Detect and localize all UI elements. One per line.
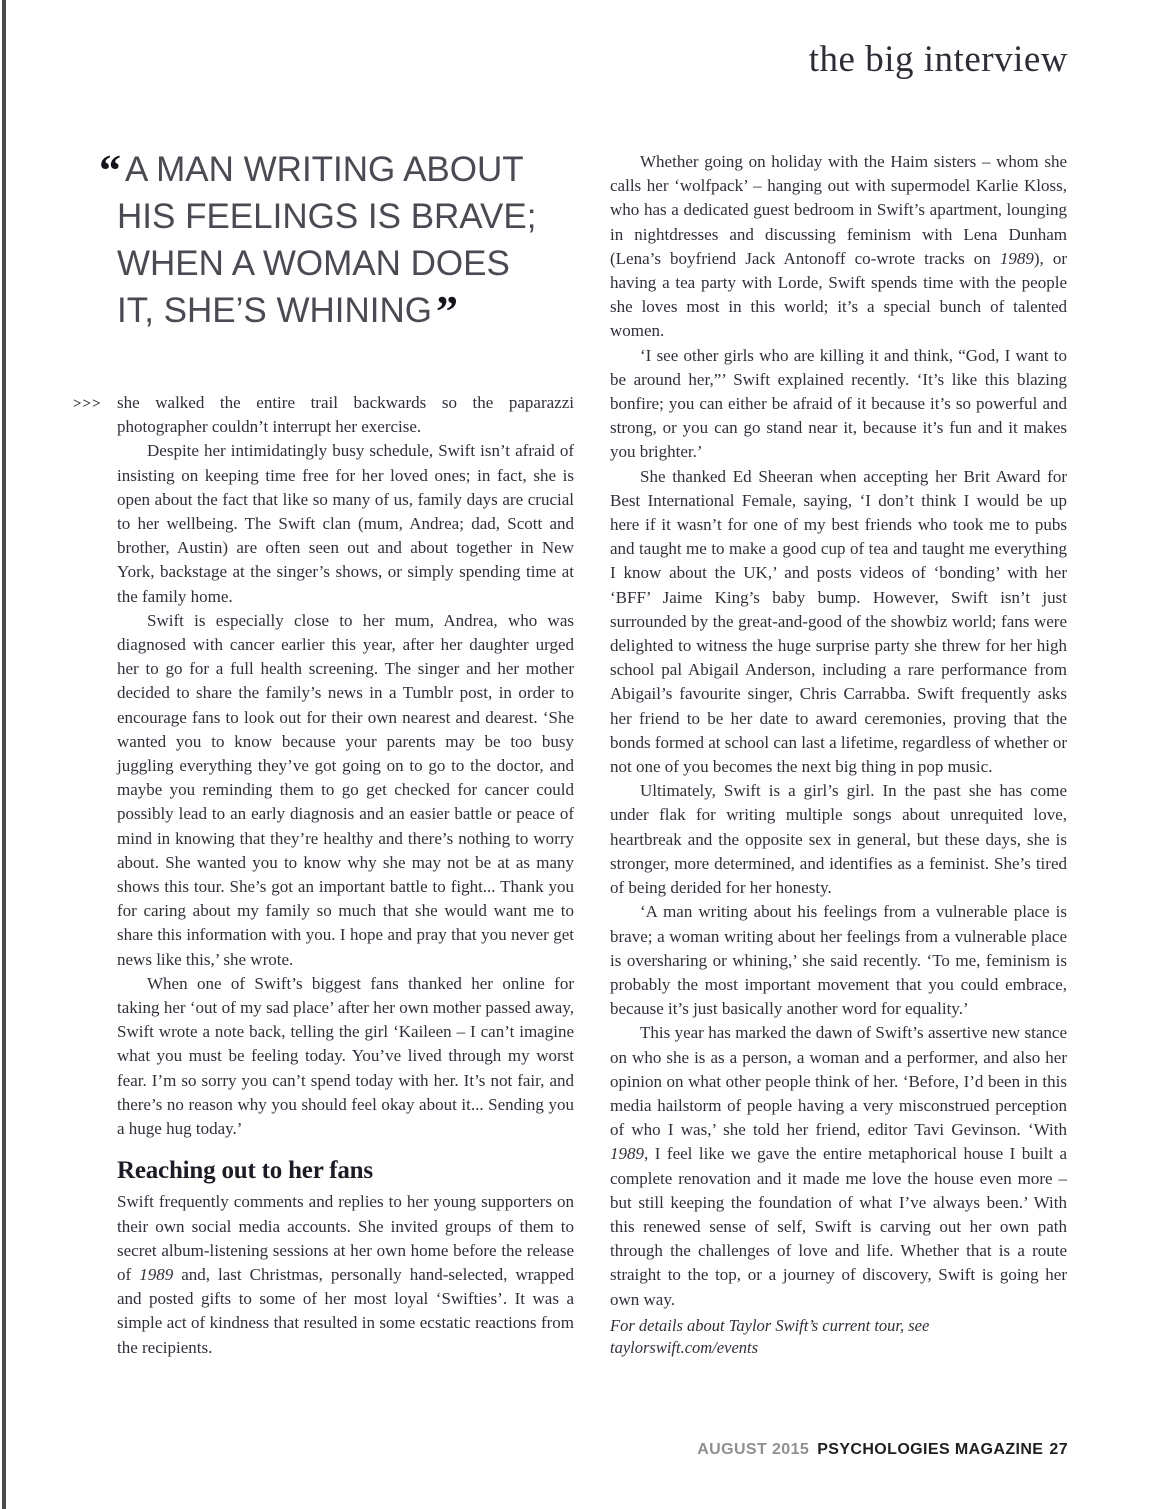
body-paragraph: She thanked Ed Sheeran when accepting her Brit Award for Best International Female, saying, ‘I don’t think I would be up here if it wasn’t for one of my best friends who took me to pubs and taught me to make a good cup of tea and taught me everything I know about the UK,’ and posts videos of ‘bonding’ with her ‘BFF’ Jaime King’s baby bump. However, Swift isn’t just surrounded by the great-and-good of the showbiz world; fans were delighted to witness the huge surprise party she threw for her high school pal Abigail Anderson, including a rare performance from Abigail’s favourite singer, Chris Carrabba. Swift frequently asks her friend to be her date to award ceremonies, proving that the bonds formed at school can last a lifetime, regardless of whether or not one of you becomes the next big thing in pop music. <box>610 466 1067 777</box>
subheading: Reaching out to her fans <box>117 1157 373 1185</box>
pull-quote-line: IT, SHE’S WHINING” <box>117 287 459 336</box>
body-paragraph: Swift is especially close to her mum, Andrea, who was diagnosed with cancer earlier this year, after her daughter urged her to go for a full health screening. The singer and her mother decided to share the family’s news in a Tumblr post, in order to encourage fans to look out for their own nearest and dearest. ‘She wanted you to know because your parents may be too busy juggling everything they’ve got going on to go to the doctor, and maybe you reminding them to go get checked for cancer could possibly lead to an early diagnosis and an easier battle or peace of mind in knowing that they’re healthy and there’s nothing to worry about. She wanted you to know why she may not be at as many shows this tour. She’s got an important battle to fight... Thank you for caring about my family so much that she would want me to share this information with you. I hope and pray that you never get news like this,’ she wrote. <box>117 610 574 969</box>
footer-page-number: 27 <box>1049 1441 1068 1458</box>
body-paragraph: ‘I see other girls who are killing it and think, “God, I want to be around her,”’ Swift explained recently. ‘It’s like this blazing bonfire; you can either be afraid of it because it’s so powerful and strong, or you can go stand near it, because it’s fun and it makes you brighter.’ <box>610 345 1067 462</box>
body-paragraph: Ultimately, Swift is a girl’s girl. In the past she has come under flak for writing multiple songs about unrequited love, heartbreak and the opposite sex in general, but these days, she is stronger, more determined, and identifies as a feminist. She’s tired of being derided for her honesty. <box>610 781 1067 898</box>
pull-quote-line: “ A MAN WRITING ABOUT <box>99 146 524 195</box>
body-paragraph: When one of Swift’s biggest fans thanked her online for taking her ‘out of my sad place’ after her own mother passed away, Swift wrote a note back, telling the girl ‘Kaileen – I can’t imagine what you must be feeling today. You’ve lived through my worst fear. I’m so sorry you can’t spend today with her. It’s not fair, and there’s no reason why you should feel okay about it... Sending you a huge hug today.’ <box>117 973 574 1139</box>
left-column <box>73 391 574 1360</box>
tour-details-footnote: For details about Taylor Swift’s current tour, see taylorswift.com/events <box>610 1315 930 1357</box>
body-paragraph: ‘A man writing about his feelings from a vulnerable place is brave; a woman writing about her feelings from a vulnerable place is oversharing or whining,’ she said recently. ‘To me, feminism is probably the most important movement that you could embrace, because it’s just basically another word for equality.’ <box>610 902 1067 1019</box>
pull-quote-line: HIS FEELINGS IS BRAVE; <box>117 197 537 236</box>
footer-magazine-name: PSYCHOLOGIES MAGAZINE <box>817 1441 1044 1458</box>
section-label: the big interview <box>808 39 1068 80</box>
body-paragraph: Swift frequently comments and replies to her young supporters on their own social media accounts. She invited groups of them to secret album-listening sessions at her own home before the release of 1989 and, last Christmas, personally hand-selected, wrapped and posted gifts to some of her most loyal ‘Swifties’. It was a simple act of kindness that resulted in some ecstatic reactions from the recipients. <box>117 1192 574 1357</box>
footer-issue-date: AUGUST 2015 <box>697 1441 810 1458</box>
body-paragraph: Whether going on holiday with the Haim sisters – whom she calls her ‘wolfpack’ – hanging out with supermodel Karlie Kloss, who has a dedicated guest bedroom in Swift’s apartment, lounging in nightdresses and discussing feminism with Lena Dunham (Lena’s boyfriend Jack Antonoff co-wrote tracks on 1989), or having a tea party with Lorde, Swift spends time with the people she loves most in this world; it’s a special bunch of talented women. <box>610 152 1068 341</box>
pull-quote <box>99 146 587 336</box>
body-paragraph: This year has marked the dawn of Swift’s assertive new stance on who she is as a person, a woman and a performer, and also her opinion on what other people think of her. ‘Before, I’d been in this media hailstorm of people having a very misconstrued perception of who I was,’ she told her friend, editor Tavi Gevinson. ‘With 1989, I feel like we gave the entire metaphorical house I built a complete renovation and it made me love the house even more – but still keeping the foundation of what I’ve always been.’ With this renewed sense of self, Swift is carving out her own path through the challenges of love and life. Whether that is a route straight to the top, or a journey of discovery, Swift is going her own way. <box>610 1023 1067 1309</box>
pull-quote-line: WHEN A WOMAN DOES <box>117 244 510 283</box>
close-quote-mark: ” <box>436 287 459 336</box>
body-paragraph: she walked the entire trail backwards so the paparazzi photographer couldn’t interrupt her exercise. <box>117 393 574 437</box>
left-column-subsection-text <box>117 1190 574 1359</box>
left-column-intro-text <box>117 391 574 1141</box>
right-column-text <box>610 150 1067 1312</box>
continuation-marker: >>> <box>73 396 102 412</box>
body-paragraph: Despite her intimidatingly busy schedule, Swift isn’t afraid of insisting on keeping time free for her loved ones; in fact, she is open about the fact that like so many of us, family days are crucial to her wellbeing. The Swift clan (mum, Andrea; dad, Scott and brother, Austin) are often seen out and about together in New York, backstage at the singer’s shows, or simply spending time at the family home. <box>117 441 574 606</box>
page-footer <box>697 1441 1068 1459</box>
open-quote-mark: “ <box>99 146 121 195</box>
right-column <box>610 150 1067 1375</box>
page-edge-line <box>2 0 6 1509</box>
